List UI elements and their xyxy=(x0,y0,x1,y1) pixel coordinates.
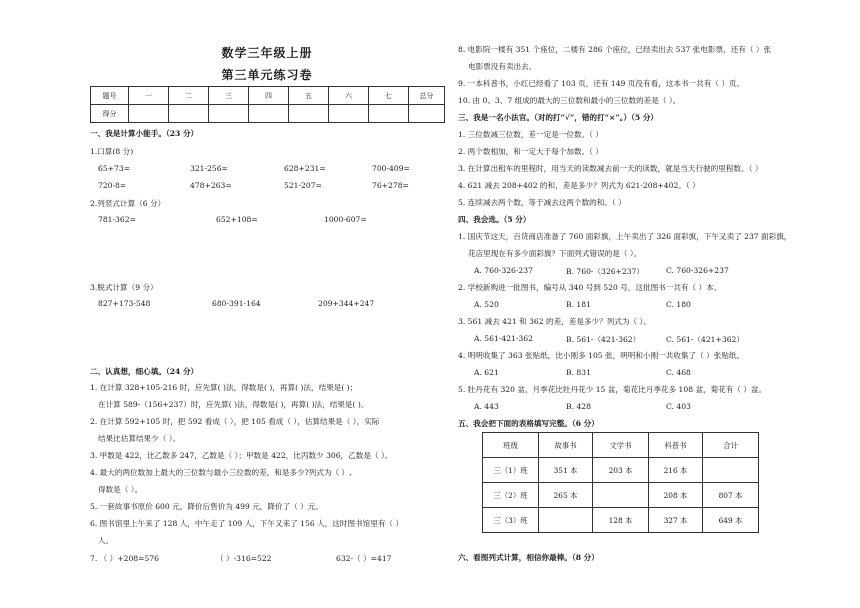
section-4-title: 四、我会选。（5 分） xyxy=(458,215,531,224)
choice-option: B. 181 xyxy=(566,300,591,309)
books-table-row xyxy=(483,508,759,533)
choice-option: B. 428 xyxy=(566,402,591,411)
books-blank-cell[interactable] xyxy=(703,458,759,483)
score-input-cell[interactable] xyxy=(289,105,329,123)
score-input-cell[interactable] xyxy=(129,105,169,123)
choice-option: A. 520 xyxy=(474,300,499,309)
oral-problem: 700-409= xyxy=(372,164,410,173)
score-input-cell[interactable] xyxy=(169,105,209,123)
score-cell: 总分 xyxy=(409,87,445,105)
books-table-header xyxy=(483,433,759,458)
section-5-title: 五、我会把下面的表格填写完整。（6 分） xyxy=(458,419,599,428)
score-cell: 四 xyxy=(249,87,289,105)
choice-option: B. 760-（326+237） xyxy=(566,267,645,276)
page-subtitle: 第三单元练习卷 xyxy=(221,68,313,82)
judge-item: 4. 621 减去 208+402 的和，差是多少？列式为 621-208+402。（ ） xyxy=(458,181,700,190)
books-cell: 三（1）班 xyxy=(483,458,539,483)
question-text: 10. 由 0、3、7 组成的最大的三位数和最小的三位数的差是（ ）。 xyxy=(458,96,681,105)
choice-option: B. 831 xyxy=(566,368,591,377)
books-header-cell: 合计 xyxy=(703,433,759,458)
choice-question: 1. 国庆节这天，百货商店准备了 760 面彩旗，上午卖出了 326 面彩旗，下午又卖了 237 面彩旗， xyxy=(458,232,792,241)
question-text: 在计算 589-（156+237）时，应先算( )法，得数是( )，再算( )法，结果是( )。 xyxy=(98,400,369,409)
oral-problem: 321-256= xyxy=(190,164,228,173)
books-cell: 807 本 xyxy=(703,483,759,508)
score-cell: 七 xyxy=(369,87,409,105)
left-column xyxy=(88,0,446,608)
score-input-cell[interactable] xyxy=(369,105,409,123)
books-cell: 265 本 xyxy=(539,483,593,508)
question-text: 5. 一套故事书原价 600 元，降价后售价为 499 元，降价了（ ）元。 xyxy=(90,502,323,511)
section-1-title: 一、我是计算小能手。（23 分） xyxy=(90,129,199,138)
question-text: （ ）-316=522 xyxy=(216,554,272,563)
vertical-problem: 1000-607= xyxy=(324,215,367,224)
judge-item: 5. 连续减去两个数，等于减去这两个数的和。（ ） xyxy=(458,198,626,207)
books-cell: 216 本 xyxy=(649,458,703,483)
subsection-oral: 1.口算(8 分) xyxy=(90,147,134,156)
question-text: 7. （ ）+208=576 xyxy=(90,554,159,563)
score-cell: 题号 xyxy=(91,87,129,105)
score-cell: 六 xyxy=(329,87,369,105)
choice-option: C. 180 xyxy=(666,300,691,309)
books-cell: 203 本 xyxy=(593,458,649,483)
question-text: 结果比估算结果少（ ）。 xyxy=(98,434,181,443)
vertical-problem: 781-362= xyxy=(98,215,136,224)
choice-option: A. 443 xyxy=(474,402,499,411)
question-text: 电影票没有卖出去。 xyxy=(468,62,537,71)
score-input-cell[interactable] xyxy=(409,105,445,123)
books-table xyxy=(482,432,759,533)
score-table xyxy=(90,86,445,123)
choice-option: A. 760-326-237 xyxy=(474,266,533,275)
oral-problem: 65+73= xyxy=(98,164,131,173)
question-text: 632-（ ）=417 xyxy=(336,554,392,563)
choice-option: C. 468 xyxy=(666,368,691,377)
question-text: 人。 xyxy=(98,536,114,545)
score-cell: 五 xyxy=(289,87,329,105)
books-blank-cell[interactable] xyxy=(593,483,649,508)
books-cell: 三（3）班 xyxy=(483,508,539,533)
score-cell: 得分 xyxy=(91,105,129,123)
section-2-title: 二、认真想，细心填。（24 分） xyxy=(90,367,199,376)
question-text: 9. 一本科普书，小红已经看了 103 页，还有 149 页没有看，这本书一共有（ ）页。 xyxy=(458,79,745,88)
choice-option: A. 561-421-362 xyxy=(474,334,533,343)
vertical-problem: 652+108= xyxy=(216,215,258,224)
books-table-row xyxy=(483,483,759,508)
books-header-cell: 故事书 xyxy=(539,433,593,458)
choice-option: C. 403 xyxy=(666,402,691,411)
books-cell: 128 本 xyxy=(593,508,649,533)
choice-option: A. 621 xyxy=(474,368,499,377)
score-table-row xyxy=(91,105,445,123)
oral-problem: 628+231= xyxy=(284,164,326,173)
choice-option: C. 760-326+237 xyxy=(666,266,729,275)
choice-question: 5. 牡丹花有 320 盆，月季花比牡丹花少 15 盆，菊花比月季花多 108 盆，菊花有（ ）盆。 xyxy=(458,385,767,394)
score-table-header-row xyxy=(91,87,445,105)
judge-item: 3. 在计算出租车的里程时，用当天的读数减去前一天的读数，就是当天行驶的里程数。（ ） xyxy=(458,164,763,173)
question-text: 得数是（ ）。 xyxy=(98,485,143,494)
page-title: 数学三年级上册 xyxy=(221,46,313,60)
books-blank-cell[interactable] xyxy=(539,508,593,533)
score-input-cell[interactable] xyxy=(209,105,249,123)
oral-problem: 478+263= xyxy=(190,181,232,190)
choice-question: 花店里现在有多少面彩旗？下面列式错误的是（ ）。 xyxy=(468,249,642,258)
question-text: 8. 电影院一楼有 351 个座位，二楼有 286 个座位，已经卖出去 537 张电影票，还有（ ）张 xyxy=(458,45,772,54)
question-text: 6. 图书馆里上午来了 128 人，中午走了 109 人，下午又来了 156 人，这时图书馆里有（ ） xyxy=(90,519,404,528)
score-input-cell[interactable] xyxy=(249,105,289,123)
chain-problem: 209+344+247 xyxy=(318,299,375,308)
question-text: 1. 在计算 328+105-216 时，应先算( )法，得数是( )，再算( )法，结果是( )； xyxy=(90,383,358,392)
books-cell: 351 本 xyxy=(539,458,593,483)
books-header-cell: 科普书 xyxy=(649,433,703,458)
score-cell: 一 xyxy=(129,87,169,105)
score-input-cell[interactable] xyxy=(329,105,369,123)
choice-question: 4. 明明收集了 363 张贴纸，比小刚多 105 张，明明和小刚一共收集了（ ）张贴纸。 xyxy=(458,351,745,360)
question-text: 2. 在计算 592+105 时，把 592 看成（ ），把 105 看成（ ），估算结果是（ ），实际 xyxy=(90,417,380,426)
judge-item: 2. 两个数相加，和一定大于每个加数。（ ） xyxy=(458,147,603,156)
books-cell: 327 本 xyxy=(649,508,703,533)
books-header-cell: 班级 xyxy=(483,433,539,458)
score-cell: 三 xyxy=(209,87,249,105)
choice-question: 2. 学校新购进一批图书，编号从 340 号到 520 号，这批图书一共有（ ）本。 xyxy=(458,283,722,292)
books-cell: 三（2）班 xyxy=(483,483,539,508)
books-table-row xyxy=(483,458,759,483)
choice-question: 3. 561 减去 421 和 362 的差，差是多少？列式为（ ）。 xyxy=(458,317,651,326)
right-column xyxy=(458,0,830,608)
chain-problem: 680-391-164 xyxy=(212,299,261,308)
oral-problem: 720-8= xyxy=(98,181,127,190)
score-cell: 二 xyxy=(169,87,209,105)
subsection-chain: 3.脱式计算（9 分） xyxy=(90,283,158,292)
choice-option: C. 561-（421+362） xyxy=(666,335,744,344)
subsection-vertical: 2.列竖式计算（6 分） xyxy=(90,199,166,208)
choice-option: B. 561-（421-362） xyxy=(566,335,641,344)
question-text: 3. 甲数是 422，比乙数多 247，乙数是（ ）；甲数是 422，比丙数少 306，乙数是（ ）。 xyxy=(90,451,393,460)
judge-item: 1. 三位数减三位数，差一定是一位数。（ ） xyxy=(458,130,603,139)
section-3-title: 三、我是一名小法官。（对的打“√”，错的打“×”。）（5 分） xyxy=(458,113,659,122)
books-header-cell: 文学书 xyxy=(593,433,649,458)
question-text: 4. 最大的两位数加上最大的三位数与最小三位数的差，和是多少?列式为（ ）, xyxy=(90,468,352,477)
chain-problem: 827+173-548 xyxy=(98,299,151,308)
books-cell: 649 本 xyxy=(703,508,759,533)
section-6-title: 六、看图列式计算，相信你最棒。（8 分） xyxy=(458,553,599,562)
oral-problem: 521-207= xyxy=(284,181,322,190)
oral-problem: 76+278= xyxy=(372,181,409,190)
books-cell: 208 本 xyxy=(649,483,703,508)
